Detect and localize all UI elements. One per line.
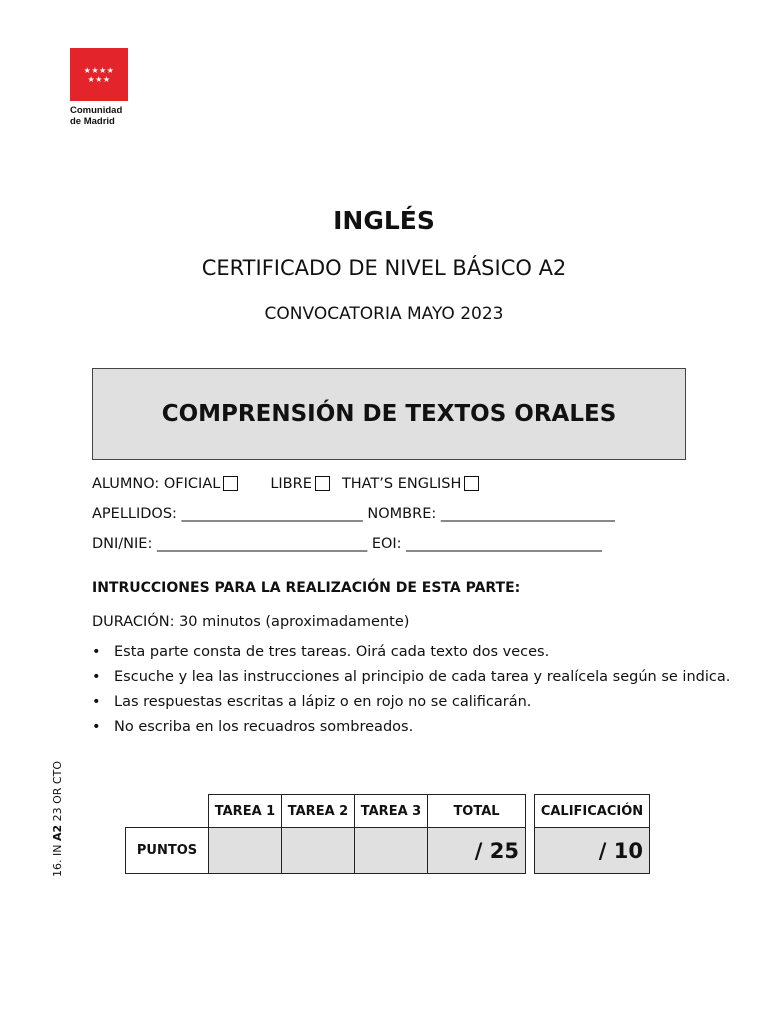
logo-text: [70, 105, 128, 127]
dni-row: [92, 536, 602, 552]
alumno-row: [92, 476, 479, 492]
logo-line-2: de Madrid: [70, 116, 115, 127]
row-label-puntos: PUNTOS: [126, 828, 209, 874]
convocatoria: CONVOCATORIA MAYO 2023: [264, 304, 504, 324]
apellidos-field[interactable]: _________________________: [181, 506, 363, 522]
dni-field[interactable]: _____________________________: [156, 536, 368, 552]
calificacion-header: CALIFICACIÓN: [535, 795, 650, 828]
code-prefix: 16. IN: [51, 841, 64, 877]
tarea-3-score-cell: [355, 828, 428, 874]
apellidos-label: APELLIDOS:: [92, 506, 177, 522]
document-code: [51, 761, 64, 877]
thats-english-checkbox[interactable]: [464, 476, 479, 491]
instructions-list: [92, 641, 730, 741]
col-header-tarea-2: TAREA 2: [282, 795, 355, 828]
libre-label: LIBRE: [270, 476, 312, 492]
code-level: A2: [51, 824, 64, 842]
logo-line-1: Comunidad: [70, 105, 123, 116]
nombre-label: NOMBRE:: [367, 506, 437, 522]
tarea-1-score-cell: [209, 828, 282, 874]
scores-table: [125, 794, 526, 874]
col-header-tarea-3: TAREA 3: [355, 795, 428, 828]
exam-language-title: INGLÉS: [333, 206, 435, 235]
calificacion-table: [534, 794, 650, 874]
dni-label: DNI/NIE:: [92, 536, 153, 552]
apellidos-row: [92, 506, 615, 522]
thats-english-label: THAT’S ENGLISH: [341, 476, 462, 492]
list-item: • Las respuestas escritas a lápiz o en rojo no se calificarán.: [92, 691, 730, 716]
list-item: • Escuche y lea las instrucciones al principio de cada tarea y realícela según se indica.: [92, 666, 730, 691]
eoi-field[interactable]: ___________________________: [406, 536, 602, 552]
comunidad-madrid-logo: [70, 48, 128, 127]
code-suffix: 23 OR CTO: [51, 761, 64, 825]
alumno-oficial-label: ALUMNO: OFICIAL: [92, 476, 221, 492]
oficial-checkbox[interactable]: [223, 476, 238, 491]
section-title-box: [92, 368, 686, 460]
col-header-tarea-1: TAREA 1: [209, 795, 282, 828]
nombre-field[interactable]: ________________________: [440, 506, 615, 522]
eoi-label: EOI:: [371, 536, 402, 552]
stars-icon: ★★★: [87, 74, 111, 84]
libre-checkbox[interactable]: [315, 476, 330, 491]
list-item: • Esta parte consta de tres tareas. Oirá cada texto dos veces.: [92, 641, 730, 666]
tarea-2-score-cell: [282, 828, 355, 874]
duration-text: DURACIÓN: 30 minutos (aproximadamente): [92, 614, 410, 630]
table-corner: [126, 795, 209, 828]
calificacion-value: / 10: [535, 828, 650, 874]
col-header-total: TOTAL: [428, 795, 526, 828]
section-title: COMPRENSIÓN DE TEXTOS ORALES: [161, 401, 617, 427]
madrid-flag-icon: [70, 48, 128, 101]
list-item: • No escriba en los recuadros sombreados.: [92, 716, 730, 741]
certificate-level: CERTIFICADO DE NIVEL BÁSICO A2: [201, 256, 567, 280]
instructions-heading: INTRUCCIONES PARA LA REALIZACIÓN DE ESTA PARTE:: [92, 580, 521, 596]
total-score-cell: / 25: [428, 828, 526, 874]
stars-icon: ★★★★: [83, 65, 115, 75]
